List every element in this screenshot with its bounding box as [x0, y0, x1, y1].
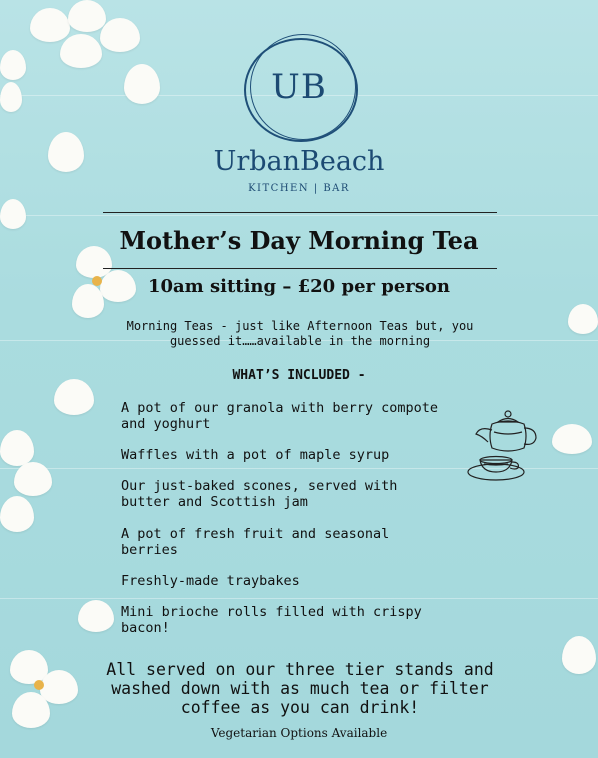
cherry-blossom-icon	[548, 420, 598, 465]
vegetarian-note: Vegetarian Options Available	[210, 726, 388, 740]
menu-item-line: Our just-baked scones, served with	[121, 478, 398, 494]
intro-text	[90, 319, 510, 349]
menu-item-line: A pot of fresh fruit and seasonal	[121, 526, 390, 542]
cherry-blossom-icon	[0, 430, 60, 540]
cherry-blossom-icon	[558, 630, 598, 680]
menu-item-line: Mini brioche rolls filled with crispy	[121, 604, 422, 620]
menu-item-line: bacon!	[121, 620, 170, 636]
menu-item	[121, 604, 481, 636]
page-title: Mother’s Day Morning Tea	[119, 226, 479, 255]
closing-line: All served on our three tier stands and	[106, 660, 494, 679]
menu-item-line: butter and Scottish jam	[121, 494, 308, 510]
brand-name: UrbanBeach	[213, 146, 385, 177]
menu-item	[121, 400, 481, 432]
teapot-and-teacup-icon	[464, 406, 544, 490]
menu-item-line: berries	[121, 542, 178, 558]
menu-item-line: Waffles with a pot of maple syrup	[121, 447, 390, 463]
closing-line: coffee as you can drink!	[180, 698, 420, 717]
price-subtitle: 10am sitting – £20 per person	[147, 276, 451, 297]
plank-line	[0, 215, 598, 216]
closing-text	[60, 660, 540, 717]
closing-line: washed down with as much tea or filter	[111, 679, 489, 698]
menu-item-line: and yoghurt	[121, 416, 211, 432]
menu-item-line: Freshly-made traybakes	[121, 573, 300, 589]
divider	[103, 212, 497, 213]
intro-line: Morning Teas - just like Afternoon Teas but, you	[126, 319, 474, 333]
included-heading: WHAT’S INCLUDED -	[232, 368, 366, 383]
menu-item-line: A pot of our granola with berry compote	[121, 400, 438, 416]
menu-item	[121, 447, 481, 463]
cherry-blossom-icon	[566, 300, 598, 340]
cherry-blossom-icon	[74, 596, 120, 636]
logo-monogram: UB	[271, 67, 327, 107]
brand-tagline: KITCHEN | BAR	[248, 183, 350, 194]
menu-item	[121, 573, 481, 589]
divider	[103, 268, 497, 269]
menu-item	[121, 478, 481, 510]
menu-item	[121, 526, 481, 558]
intro-line: guessed it……available in the morning	[169, 334, 431, 348]
